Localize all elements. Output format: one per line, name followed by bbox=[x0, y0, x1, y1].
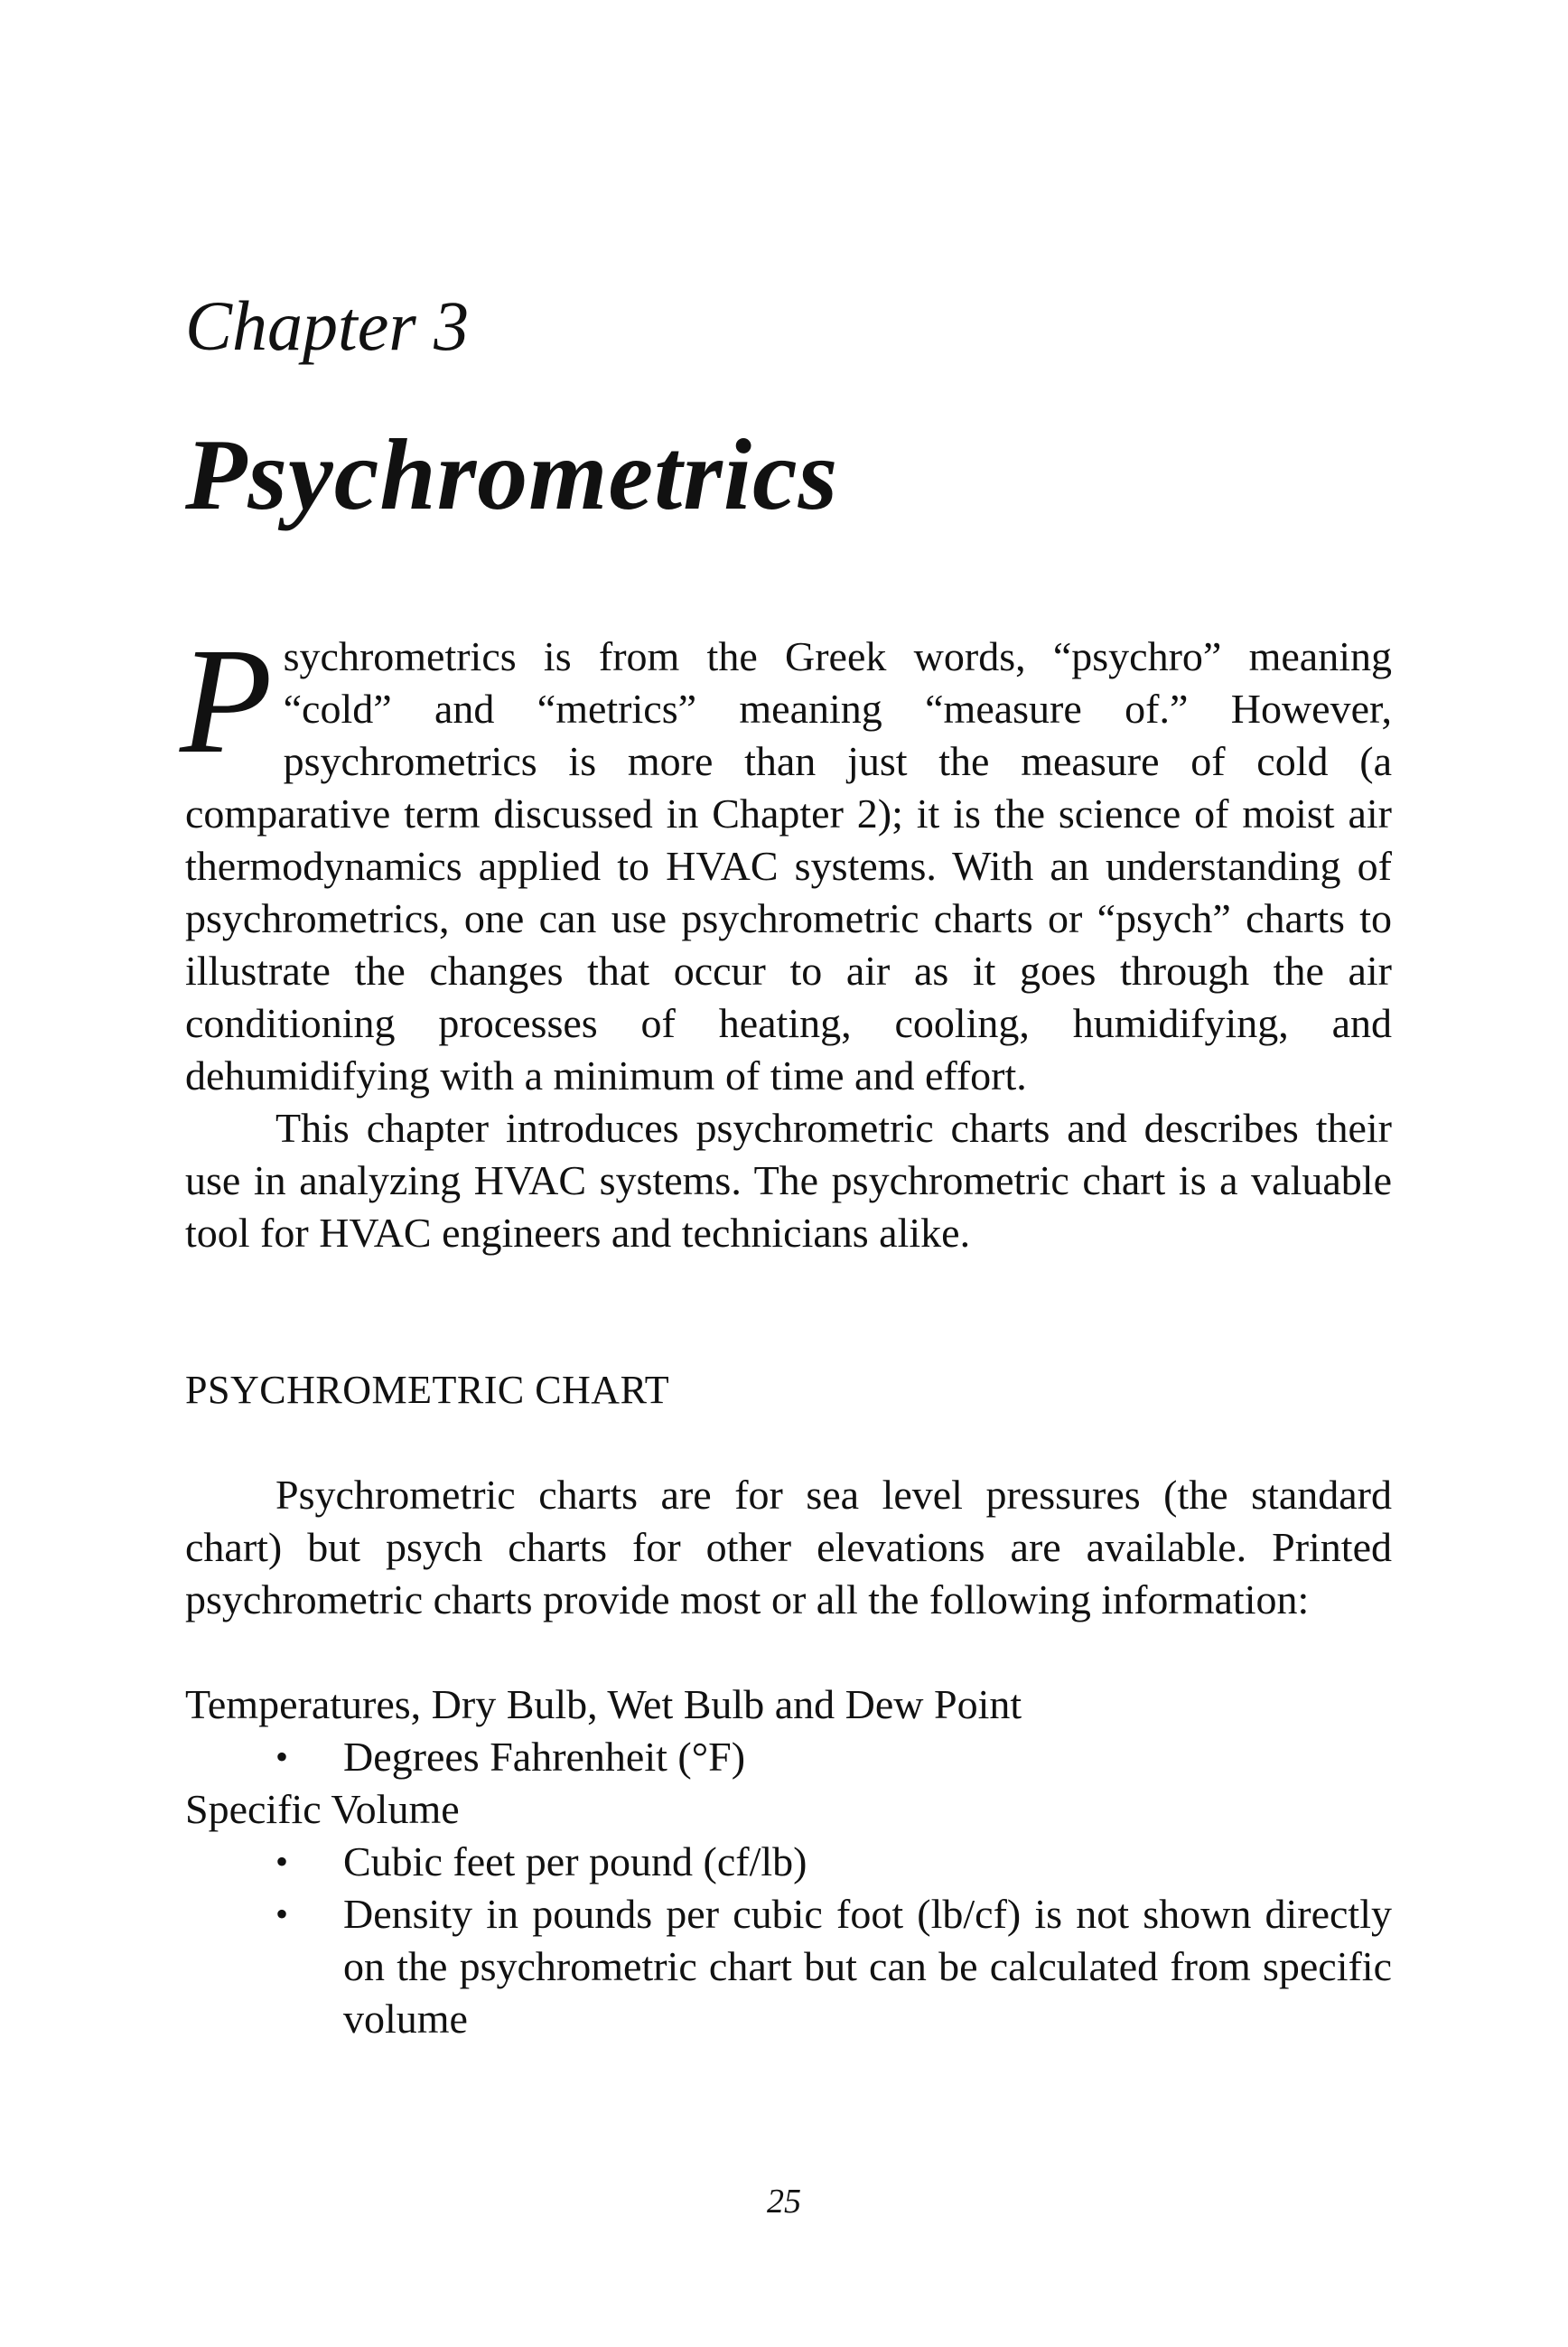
intro-paragraph-text: sychrometrics is from the Greek words, “psychro” meaning “cold” and “metrics” meaning “measure of.” However, psychrometrics is more than just the measure of cold (a comparative term discussed in Chapter 2); it is the science of moist air thermodynamics applied to HVAC systems. With an understanding of psychrometrics, one can use psychrometric charts or “psych” charts to illustrate the changes that occur to air as it goes through the air conditioning processes of heating, cooling, humidifying, and dehumidifying with a minimum of time and effort. bbox=[185, 633, 1392, 1099]
bullet-icon: • bbox=[275, 1736, 289, 1777]
section-paragraph: Psychrometric charts are for sea level pressures (the standard chart) but psych charts for other elevations are available. Printed psychrometric charts provide most or all the following information: bbox=[185, 1472, 1392, 1622]
bullet-item bbox=[185, 1836, 1392, 1888]
spec-list bbox=[185, 1678, 1392, 2045]
intro-paragraph-2: This chapter introduces psychrometric charts and describes their use in analyzing HVAC systems. The psychrometric chart is a valuable tool for HVAC engineers and technicians alike. bbox=[185, 1105, 1392, 1256]
intro-paragraph bbox=[180, 617, 1392, 1102]
section-heading: PSYCHROMETRIC CHART bbox=[185, 1368, 670, 1412]
chapter-label: Chapter 3 bbox=[185, 286, 470, 365]
spec-heading-temperatures: Temperatures, Dry Bulb, Wet Bulb and Dew Point bbox=[185, 1681, 1022, 1727]
drop-cap: P bbox=[180, 617, 273, 785]
bullet-item bbox=[185, 1731, 1392, 1783]
bullet-text: Density in pounds per cubic foot (lb/cf) is not shown directly on the psychrometric chart but can be calculated from specific volume bbox=[343, 1891, 1392, 2042]
bullet-list-specific-volume bbox=[185, 1836, 1392, 2045]
bullet-text: Degrees Fahrenheit (°F) bbox=[343, 1734, 746, 1780]
page-body bbox=[180, 617, 1392, 2045]
bullet-item bbox=[185, 1888, 1392, 2045]
spec-heading-specific-volume: Specific Volume bbox=[185, 1786, 460, 1832]
bullet-text: Cubic feet per pound (cf/lb) bbox=[343, 1838, 807, 1884]
bullet-icon: • bbox=[275, 1893, 289, 1934]
chapter-title: Psychrometrics bbox=[185, 419, 839, 531]
bullet-list-temperatures bbox=[185, 1731, 1392, 1783]
bullet-icon: • bbox=[275, 1841, 289, 1882]
page-number: 25 bbox=[767, 2183, 801, 2221]
